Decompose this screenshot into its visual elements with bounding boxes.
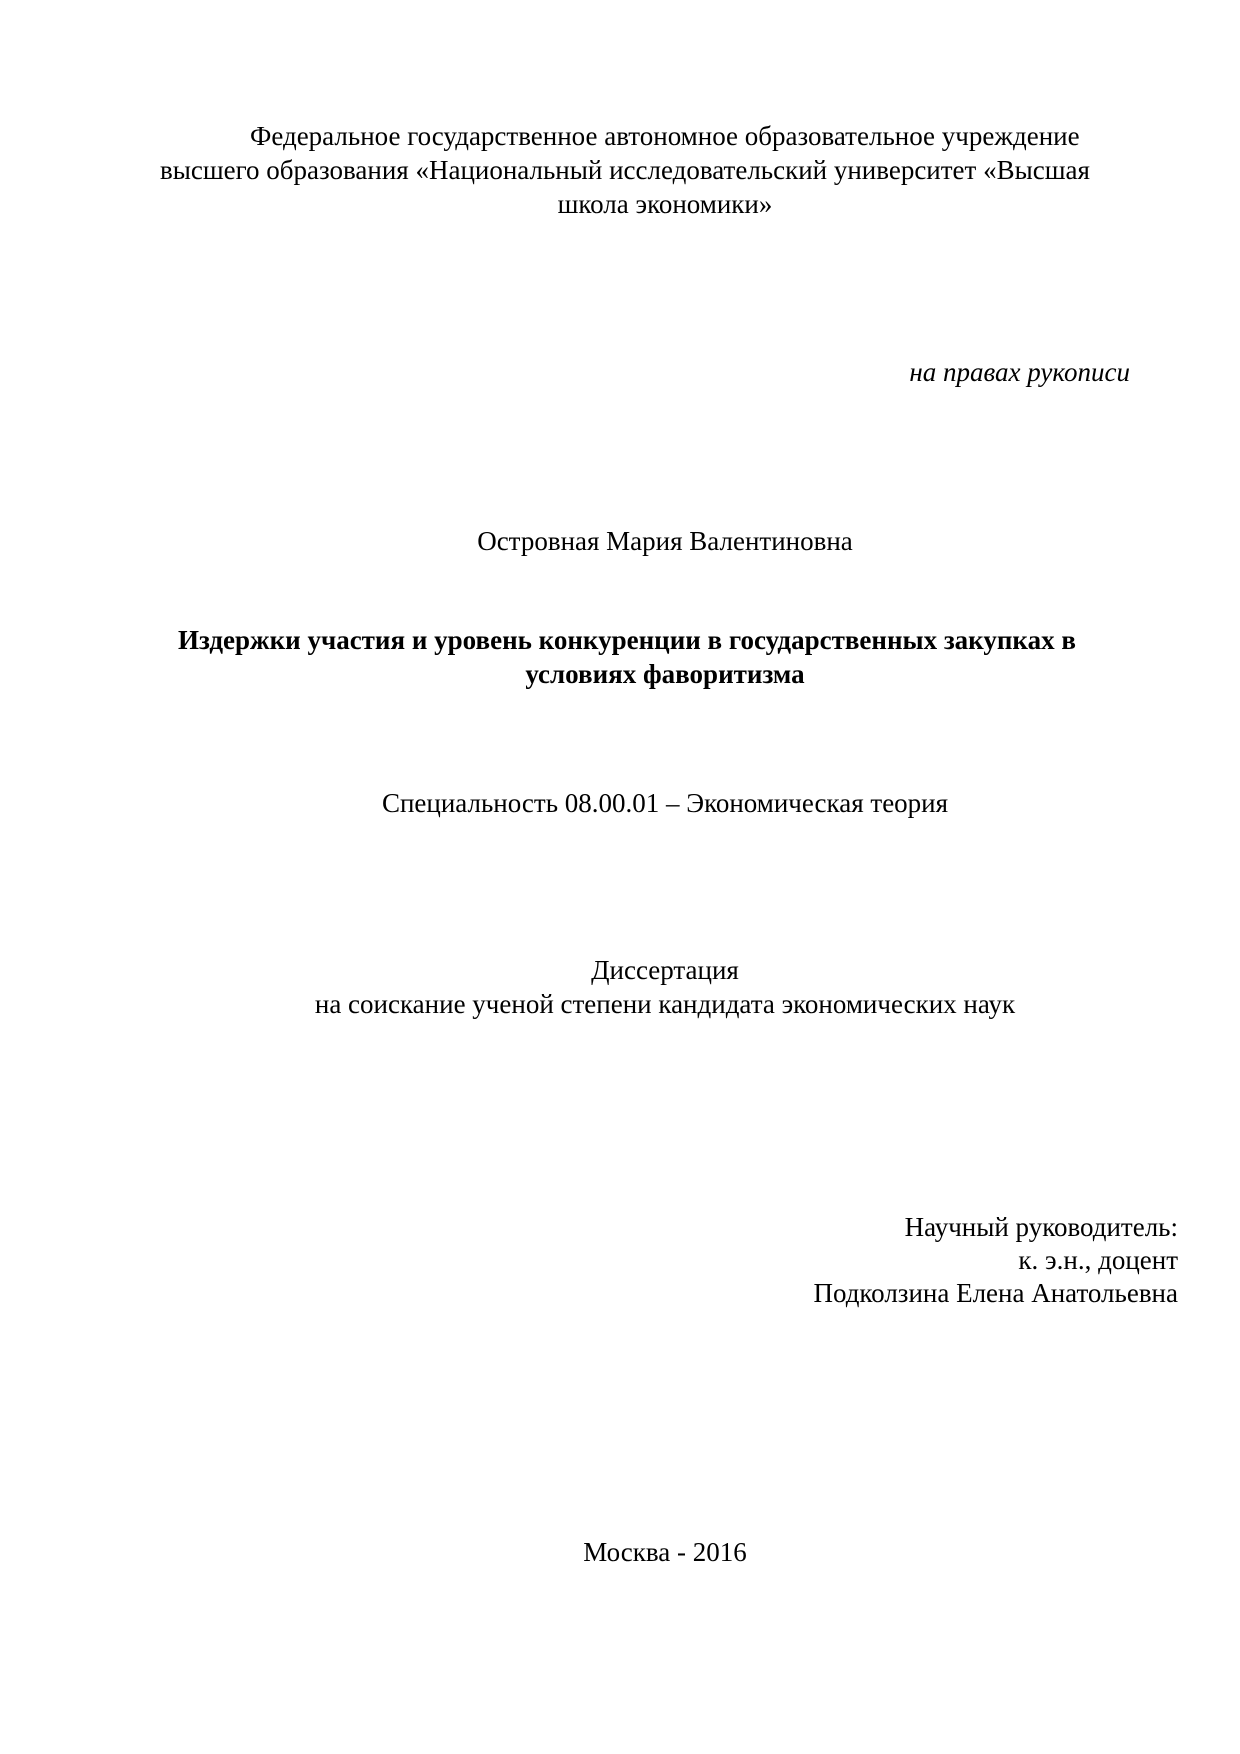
supervisor-name: Подколзина Елена Анатольевна (813, 1278, 1178, 1308)
author-name: Островная Мария Валентиновна (477, 526, 853, 556)
dissertation-title-line-1: Издержки участия и уровень конкуренции в государственных закупках в (178, 625, 1076, 655)
supervisor-label: Научный руководитель: (904, 1212, 1178, 1242)
dissertation-title-line-2: условиях фаворитизма (525, 659, 805, 689)
specialty: Специальность 08.00.01 – Экономическая теория (381, 788, 949, 818)
supervisor-rank: к. э.н., доцент (1018, 1245, 1178, 1275)
manuscript-note: на правах рукописи (909, 357, 1130, 387)
institution-line-1: Федеральное государственное автономное образовательное учреждение (250, 121, 1080, 151)
institution-line-3: школа экономики» (557, 189, 773, 219)
city-year: Москва - 2016 (583, 1537, 747, 1567)
degree-type: Диссертация (591, 955, 739, 985)
institution-line-2: высшего образования «Национальный исследовательский университет «Высшая (160, 155, 1090, 185)
degree-purpose: на соискание ученой степени кандидата экономических наук (314, 989, 1016, 1019)
